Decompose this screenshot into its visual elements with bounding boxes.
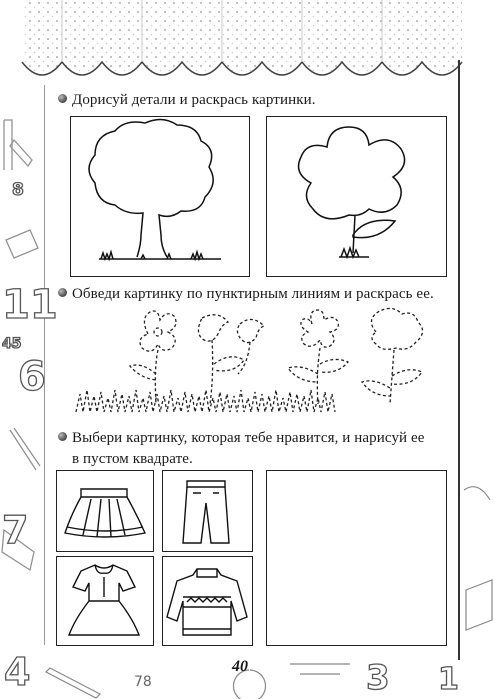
choice-dress-frame[interactable] [56,556,154,646]
choice-trousers-frame[interactable] [162,470,253,552]
margin-digit-45: 45 [2,336,22,352]
choice-skirt-frame[interactable] [56,470,154,552]
trousers-icon [163,471,251,550]
tree-picture-frame [70,116,250,277]
margin-digit-8: 8 [12,180,24,200]
dress-icon [57,557,152,644]
bottom-margin-decor [40,650,460,699]
margin-digit-4: 4 [4,650,31,694]
bullet-icon [58,432,67,441]
instruction-draw-details [58,90,316,111]
empty-drawing-square[interactable] [266,470,447,646]
instruction-choose-line2: в пустом квадрате. [72,451,193,467]
bullet-icon [58,94,67,103]
flower-drawing [267,117,445,275]
sweater-icon [163,557,251,644]
margin-digit-11: 11 [2,282,58,328]
tree-drawing [71,117,248,275]
instruction-draw-details-text: Дорисуй детали и раскрась картинки. [72,92,316,108]
margin-digit-6: 6 [18,354,46,400]
instruction-choose-line1: Выбери картинку, которая тебе нравится, и нарисуй ее [72,430,425,446]
dashed-flowers-tracing [62,304,454,424]
instruction-trace [58,284,434,305]
scalloped-top-border [0,0,494,95]
bottom-digit-78: 78 [134,674,152,690]
margin-digit-7: 7 [2,508,29,552]
right-border-line [458,60,460,660]
right-margin-decor [462,470,494,650]
bottom-digit-1: 1 [438,662,459,697]
skirt-icon [57,471,152,550]
page-number: 40 [232,658,248,675]
bottom-digit-3: 3 [366,658,390,698]
bullet-icon [58,288,67,297]
flower-picture-frame [266,116,447,277]
choice-sweater-frame[interactable] [162,556,253,646]
instruction-trace-text: Обведи картинку по пунктирным линиям и раскрась ее. [72,286,434,302]
instruction-choose [58,428,450,470]
